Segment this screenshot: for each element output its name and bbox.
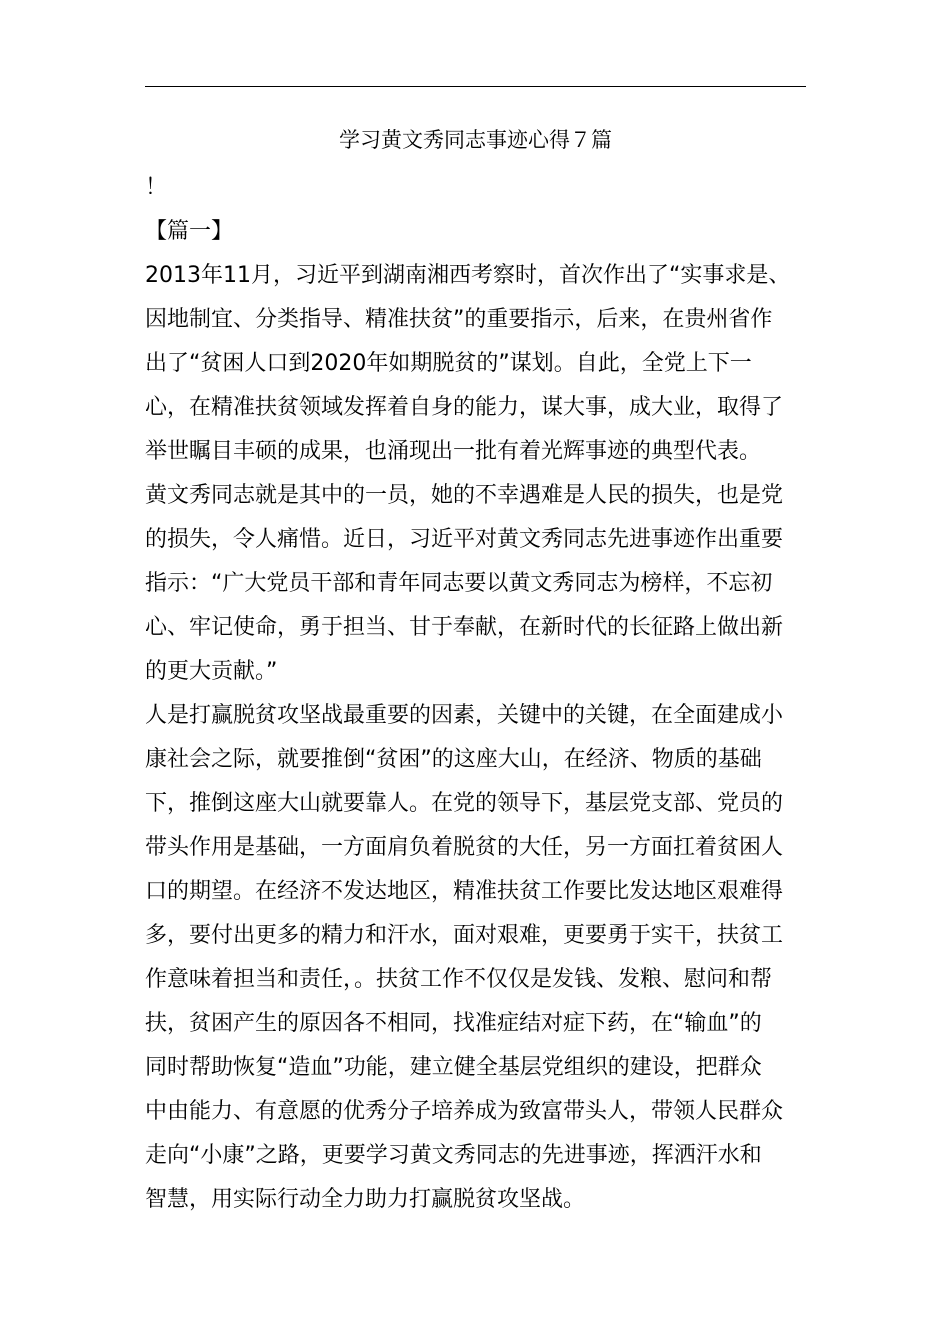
text-line: 心、牢记使命，勇于担当、甘于奉献，在新时代的长征路上做出新 <box>145 615 784 640</box>
text-line: 指示：“广大党员干部和青年同志要以黄文秀同志为榜样，不忘初 <box>145 571 773 596</box>
text-line: 康社会之际，就要推倒“贫困”的这座大山，在经济、物质的基础 <box>145 747 762 772</box>
text-line: 多，要付出更多的精力和汗水，面对艰难，更要勇于实干，扶贫工 <box>145 923 784 948</box>
section-heading: 【篇一】 <box>145 219 234 244</box>
text-line: 的损失，令人痛惜。近日，习近平对黄文秀同志先进事迹作出重要 <box>145 527 784 552</box>
text-line: 举世瞩目丰硕的成果，也涌现出一批有着光辉事迹的典型代表。 <box>145 439 762 464</box>
text-line: 同时帮助恢复“造血”功能，建立健全基层党组织的建设，把群众 <box>145 1055 762 1080</box>
header-rule <box>145 86 806 87</box>
document-title: 学习黄文秀同志事迹心得７篇 <box>339 128 612 152</box>
text-line: 的更大贡献。” <box>145 659 278 684</box>
document-body <box>145 166 815 1222</box>
text-line: 人是打赢脱贫攻坚战最重要的因素，关键中的关键，在全面建成小 <box>145 703 784 728</box>
text-line: 中由能力、有意愿的优秀分子培养成为致富带头人，带领人民群众 <box>145 1099 784 1124</box>
text-line: 心，在精准扶贫领域发挥着自身的能力，谋大事，成大业，取得了 <box>145 395 784 420</box>
text-line: ！ <box>145 175 168 200</box>
text-line: 口的期望。在经济不发达地区，精准扶贫工作要比发达地区艰难得 <box>145 879 784 904</box>
text-line: 智慧，用实际行动全力助力打赢脱贫攻坚战。 <box>145 1187 586 1212</box>
text-line: 作意味着担当和责任，。扶贫工作不仅仅是发钱、发粮、慰问和帮 <box>145 967 773 992</box>
text-line: 扶，贫困产生的原因各不相同，找准症结对症下药，在“输血”的 <box>145 1011 762 1036</box>
text-line: 带头作用是基础，一方面肩负着脱贫的大任，另一方面扛着贫困人 <box>145 835 784 860</box>
text-line: 下，推倒这座大山就要靠人。在党的领导下，基层党支部、党员的 <box>145 791 784 816</box>
text-line: 2013年11月，习近平到湖南湘西考察时，首次作出了“实事求是、 <box>145 263 791 288</box>
text-line: 出了“贫困人口到2020年如期脱贫的”谋划。自此，全党上下一 <box>145 351 752 376</box>
text-line: 因地制宜、分类指导、精准扶贫”的重要指示，后来，在贵州省作 <box>145 307 773 332</box>
text-line: 走向“小康”之路，更要学习黄文秀同志的先进事迹，挥洒汗水和 <box>145 1143 762 1168</box>
text-line: 黄文秀同志就是其中的一员，她的不幸遇难是人民的损失，也是党 <box>145 483 784 508</box>
